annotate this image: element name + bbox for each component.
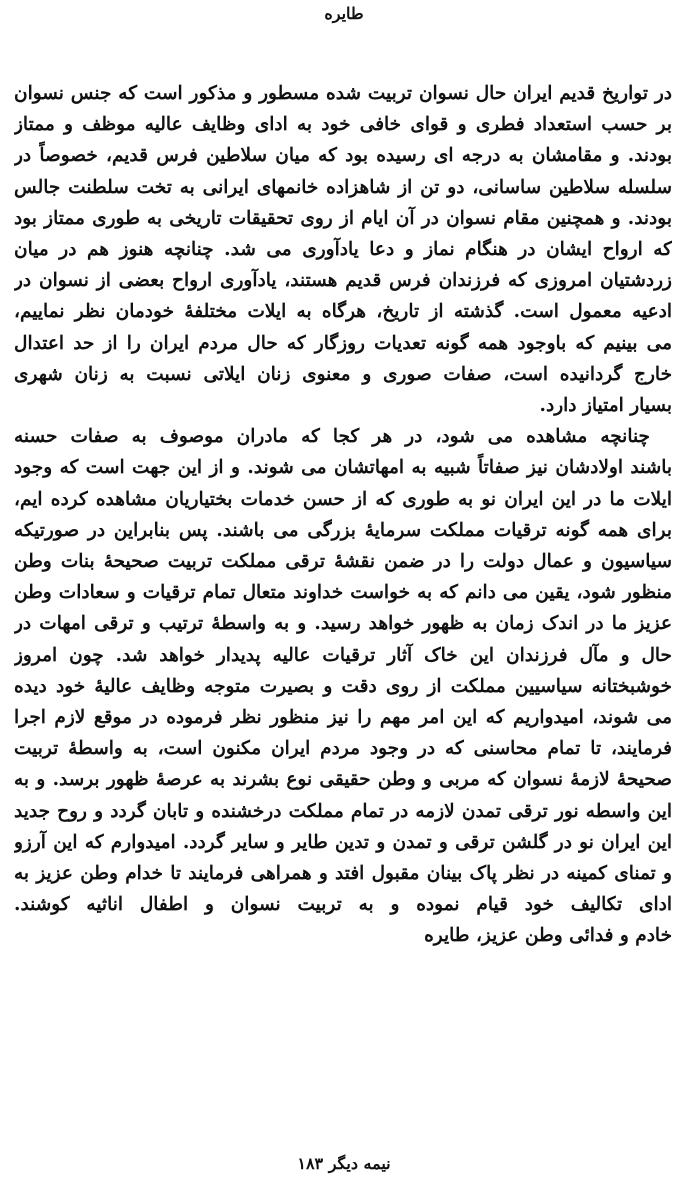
text-line: باشند اولادشان نیز صفاتاً شبیه به امهاتشان می شوند. و از این جهت است که وجود: [14, 457, 672, 479]
text-line: می بینیم که باوجود همه گونه تعدیات روزگار که حال مردم ایران را از حد اعتدال: [14, 332, 672, 354]
text-line: سلسله سلاطین ساسانی، دو تن از شاهزاده خانمهای ایرانی به تخت سلطنت جالس: [14, 176, 672, 198]
text-line: عزیز ما در اندک زمان به ظهور خواهد رسید. و به واسطهٔ ترتیب و ترقی امهات در: [14, 613, 672, 635]
text-line: و تمنای کمینه در نظر پاک بینان مقبول افتد و همراهی فرمایند تا خدام وطن عزیز به: [14, 863, 672, 885]
text-line: حال و مآل فرزندان این خاک آثار ترقیات عالیه پدیدار خواهد شد. چون امروز: [14, 644, 672, 666]
text-line: بودند. و مقامشان به درجه ای رسیده بود که میان سلاطین فرس قدیم، خصوصاً در: [14, 145, 672, 167]
text-line: چنانچه مشاهده می شود، در هر کجا که مادران موصوف به صفات حسنه: [14, 426, 650, 448]
text-line: که ارواح ایشان در هنگام نماز و دعا یادآوری می شد. چنانچه هنوز هم در میان: [14, 239, 672, 261]
text-line: خوشبختانه سیاسیین مملکت از روی دقت و بصیرت متوجه وظایف عالیهٔ خود دیده: [14, 675, 672, 697]
text-line: می شوند، امیدواریم که این امر مهم را نیز منظور نظر فرموده در موقع لازم اجرا: [14, 707, 672, 729]
text-line: سیاسیون و عمال دولت را در ضمن نقشهٔ ترقی مملکت تربیت صحیحهٔ بنات وطن: [14, 551, 672, 573]
text-line: صحیحهٔ لازمهٔ نسوان که مربی و وطن حقیقی نوع بشرند به عرصهٔ ظهور برسد. و به: [14, 769, 672, 791]
text-line: فرمایند، تا تمام محاسنی که در وجود مردم ایران مکنون است، به واسطهٔ تربیت: [14, 738, 672, 760]
page-title: طایره: [324, 4, 364, 23]
text-line: بودند. و همچنین مقام نسوان در آن ایام از روی تحقیقات تاریخی به طوری ممتاز بود: [14, 207, 672, 229]
signature-line: خادم و فدائی وطن عزیز، طایره: [424, 925, 672, 947]
text-line: منظور شود، یقین می دانم که به خواست خداوند متعال تمام ترقیات و سعادات وطن: [14, 582, 672, 604]
text-line: بر حسب استعداد فطری و قوای خافی خود به ادای وظایف عالیه موظف و ممتاز: [14, 114, 672, 136]
text-line: در تواریخ قدیم ایران حال نسوان تربیت شده مسطور و مذکور است که جنس نسوان: [14, 83, 672, 104]
text-line: زردشتیان امروزی که فرزندان فرس قدیم هستند، یادآوری ارواح بعضی از نسوان در: [14, 270, 672, 292]
text-line: ادعیه معمول است. گذشته از تاریخ، هرگاه به ایلات مختلفهٔ خودمان نظر نماییم،: [14, 301, 672, 323]
article-body: [14, 78, 672, 952]
text-line: برای همه گونه ترقیات مملکت سرمایهٔ بزرگی می باشند. پس بنابراین در صورتیکه: [14, 519, 672, 541]
text-line: بسیار امتیاز دارد.: [539, 395, 672, 417]
page-number: نیمه دیگر ۱۸۳: [297, 1154, 391, 1173]
text-line: این ایران نو در گلشن ترقی و تمدن و تدین طایر و سایر گردد. امیدوارم که این آرزو: [14, 831, 672, 853]
text-line: خارج گردانیده است، صفات صوری و معنوی زنان ایلاتی نسبت به زنان شهری: [14, 363, 672, 385]
text-line: این واسطه نور ترقی تمدن لازمه در تمام مملکت درخشنده و تابان گردد و روح جدید: [14, 800, 672, 822]
text-line: ایلات ما در این ایران نو به طوری که از حسن خدمات بختیاریان مشاهده کرده ایم،: [14, 488, 672, 510]
text-line: ادای تکالیف خود قیام نموده و به تربیت نسوان و اطفال اناثیه کوشند.: [14, 894, 672, 916]
